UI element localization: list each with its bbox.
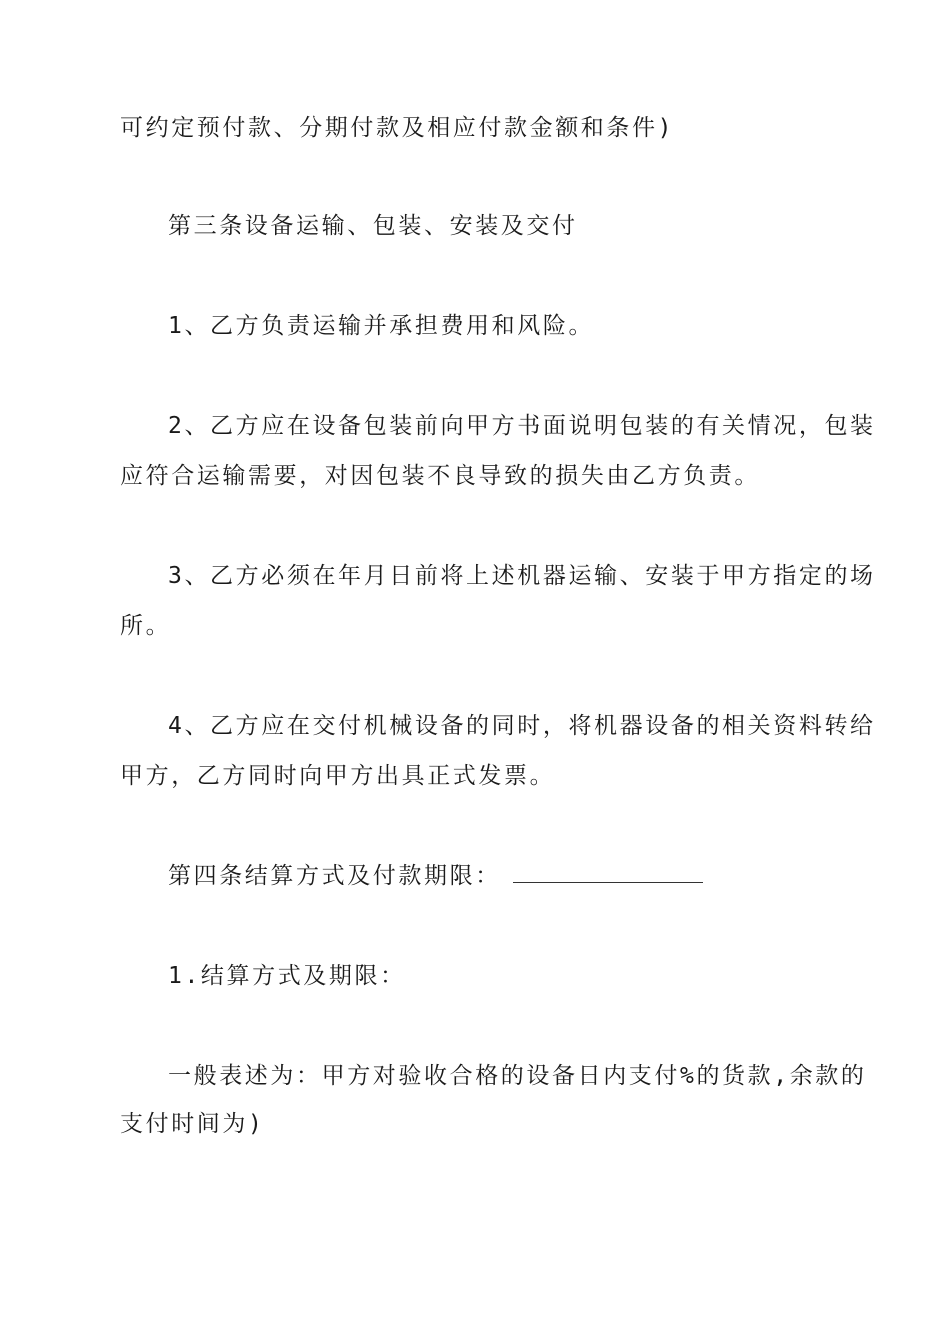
paragraph-line: 4、乙方应在交付机械设备的同时，将机器设备的相关资料转给: [168, 713, 876, 739]
paragraph-line: 3、乙方必须在年月日前将上述机器运输、安装于甲方指定的场: [168, 563, 876, 589]
paragraph-line: 一般表述为：甲方对验收合格的设备日内支付%的货款,余款的: [168, 1063, 867, 1089]
article-heading: [168, 862, 703, 890]
paragraph-line: 应符合运输需要，对因包装不良导致的损失由乙方负责。: [120, 463, 760, 489]
fill-in-blank: [513, 862, 703, 883]
paragraph-line: 所。: [120, 613, 172, 639]
paragraph-line: 1、乙方负责运输并承担费用和风险。: [168, 313, 595, 339]
paragraph-line: 可约定预付款、分期付款及相应付款金额和条件): [120, 115, 675, 141]
article-heading-text: 第四条结算方式及付款期限：: [168, 863, 501, 889]
article-heading: 第三条设备运输、包装、安装及交付: [168, 213, 578, 239]
paragraph-line: 甲方，乙方同时向甲方出具正式发票。: [120, 763, 556, 789]
paragraph-line: 2、乙方应在设备包装前向甲方书面说明包装的有关情况，包装: [168, 413, 876, 439]
paragraph-line: 支付时间为): [120, 1111, 265, 1137]
paragraph-line: 1.结算方式及期限：: [168, 963, 406, 989]
